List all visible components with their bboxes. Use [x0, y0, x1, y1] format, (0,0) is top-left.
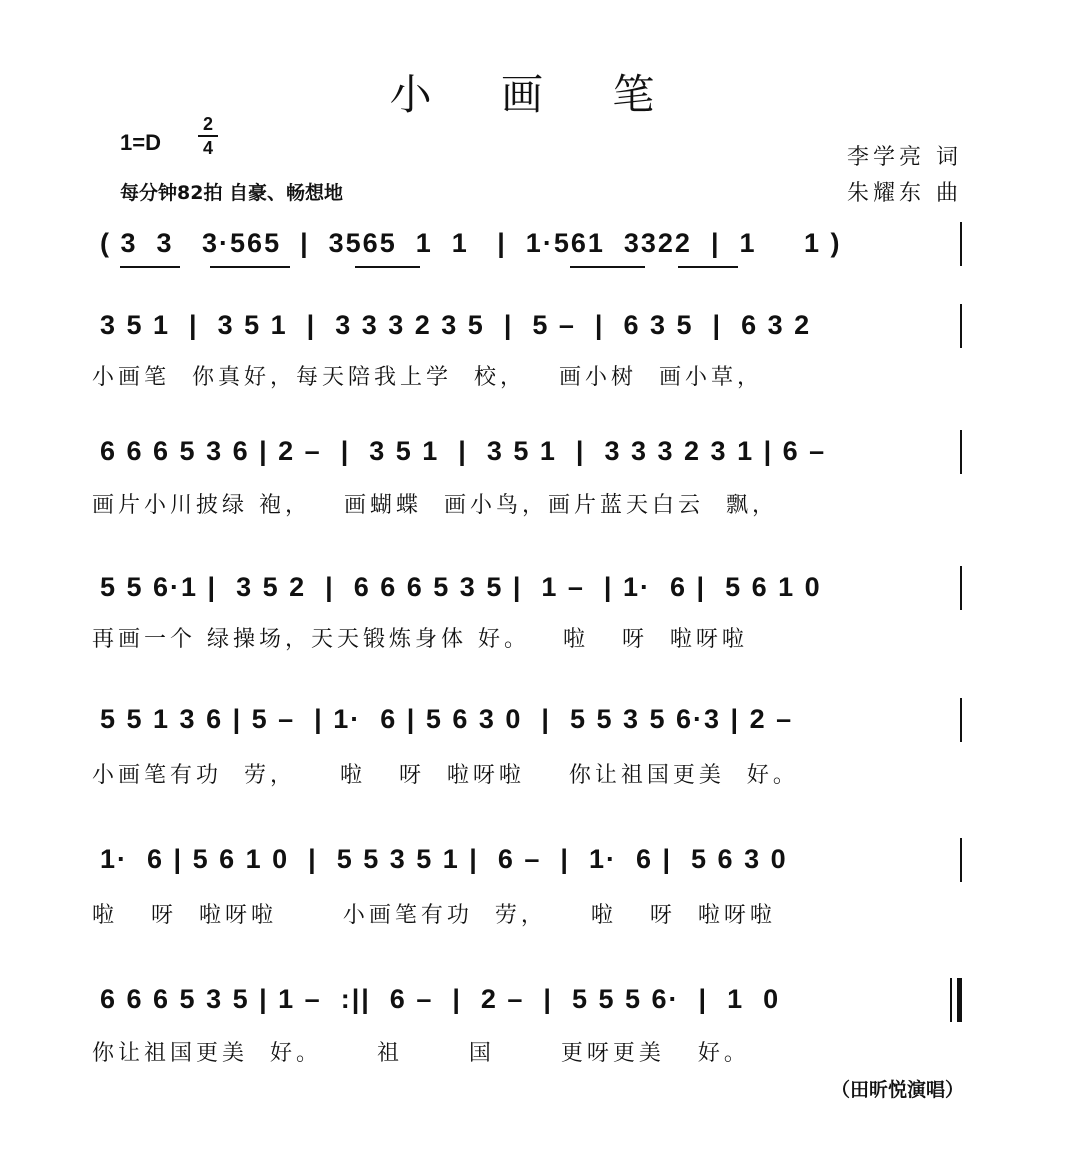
lyrics-row-3: 再画一个 绿操场，天天锻炼身体 好。 啦 呀 啦呀啦 — [92, 627, 748, 652]
system-end-barline — [960, 430, 962, 474]
notation-row-intro — [100, 228, 970, 268]
time-signature-bar — [198, 135, 218, 137]
beam-underline — [210, 266, 290, 268]
notation-row-2 — [100, 436, 970, 476]
notation-text: 5 5 6·1 | 3 5 2 | 6 6 6 5 3 5 | 1 – | 1· 6 | 5 6 1 0 — [100, 572, 822, 602]
notation-text: 1· 6 | 5 6 1 0 | 5 5 3 5 1 | 6 – | 1· 6 | 5 6 3 0 — [100, 844, 788, 874]
time-signature-bottom: 4 — [202, 138, 213, 158]
performer-credit: （田昕悦演唱） — [830, 1079, 964, 1101]
notation-row-3 — [100, 572, 970, 612]
tempo-marking: 每分钟82拍 自豪、畅想地 — [120, 182, 344, 204]
system-end-barline — [960, 304, 962, 348]
composer-credit: 朱耀东 曲 — [847, 181, 962, 206]
notation-row-1 — [100, 310, 970, 350]
beam-underline — [678, 266, 738, 268]
time-signature-top: 2 — [202, 114, 213, 134]
notation-text: ( 3 3 3·565 | 3565 1 1 | 1·561 3322 | 1 1 ) — [100, 228, 842, 258]
system-end-barline — [960, 838, 962, 882]
notation-row-5 — [100, 844, 970, 884]
lyricist-credit: 李学亮 词 — [847, 145, 962, 170]
notation-text: 5 5 1 3 6 | 5 – | 1· 6 | 5 6 3 0 | 5 5 3 5 6·3 | 2 – — [100, 704, 794, 734]
notation-text: 3 5 1 | 3 5 1 | 3 3 3 2 3 5 | 5 – | 6 3 5 | 6 3 2 — [100, 310, 812, 340]
notation-text: 6 6 6 5 3 6 | 2 – | 3 5 1 | 3 5 1 | 3 3 3 2 3 1 | 6 – — [100, 436, 827, 466]
final-barline — [950, 978, 962, 1022]
system-end-barline — [960, 698, 962, 742]
lyrics-row-4: 小画笔有功 劳， 啦 呀 啦呀啦 你让祖国更美 好。 — [92, 763, 799, 788]
system-end-barline — [960, 566, 962, 610]
lyrics-row-5: 啦 呀 啦呀啦 小画笔有功 劳， 啦 呀 啦呀啦 — [92, 903, 776, 928]
notation-row-4 — [100, 704, 970, 744]
key-signature: 1=D — [120, 130, 161, 155]
time-signature — [198, 114, 218, 158]
system-end-barline — [960, 222, 962, 266]
beam-underline — [570, 266, 645, 268]
song-title: 小 画 笔 — [389, 70, 683, 119]
lyrics-row-1: 小画笔 你真好，每天陪我上学 校， 画小树 画小草， — [92, 365, 763, 390]
beam-underline — [120, 266, 180, 268]
notation-text: 6 6 6 5 3 5 | 1 – :|| 6 – | 2 – | 5 5 5 6· | 1 0 — [100, 984, 781, 1014]
lyrics-row-2: 画片小川披绿 袍， 画蝴蝶 画小鸟，画片蓝天白云 飘， — [92, 493, 778, 518]
lyrics-row-6: 你让祖国更美 好。 祖 国 更呀更美 好。 — [92, 1041, 750, 1066]
notation-row-6 — [100, 984, 970, 1024]
beam-underline — [355, 266, 420, 268]
